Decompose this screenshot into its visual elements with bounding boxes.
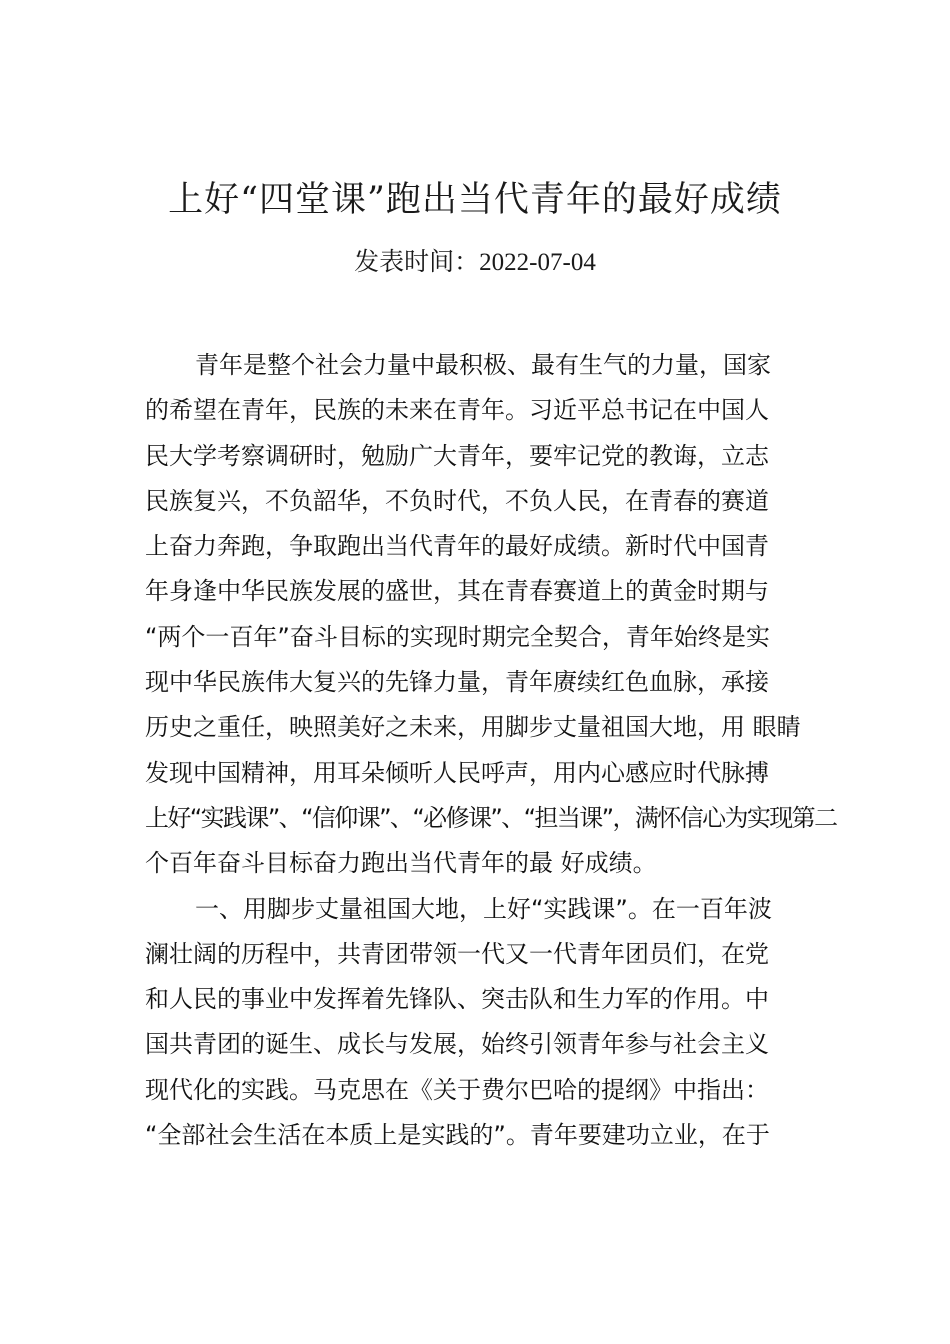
text-line: 民族复兴，不负韶华，不负时代，不负人民，在青春的赛道 bbox=[145, 486, 769, 515]
text-line: “两个一百年”奋斗目标的实现时期完全契合，青年始终是实 bbox=[145, 622, 770, 651]
text-line: 现中华民族伟大复兴的先锋力量，青年赓续红色血脉，承接 bbox=[145, 668, 769, 697]
text-line: 上奋力奔跑，争取跑出当代青年的最好成绩。新时代中国青 bbox=[145, 532, 769, 561]
article-title: 上好“四堂课”跑出当代青年的最好成绩 bbox=[168, 180, 782, 220]
text-line: 发现中国精神，用耳朵倾听人民呼声，用内心感应时代脉搏 bbox=[145, 758, 769, 787]
date-value: 2022-07-04 bbox=[479, 249, 596, 276]
text-line: 青年是整个社会力量中最积极、最有生气的力量，国家 bbox=[195, 351, 771, 379]
text-line: 上好“实践课”、“信仰课”、“必修课”、“担当课”，满怀信心为实现第二 bbox=[145, 803, 837, 832]
text-line: 年身逢中华民族发展的盛世，其在青春赛道上的黄金时期与 bbox=[145, 577, 769, 606]
text-line: 澜壮阔的历程中，共青团带领一代又一代青年团员们，在党 bbox=[145, 939, 769, 968]
text-line: 历史之重任，映照美好之未来，用脚步丈量祖国大地，用 眼睛 bbox=[145, 713, 801, 742]
article-body bbox=[145, 343, 837, 1158]
text-line: 民大学考察调研时，勉励广大青年，要牢记党的教诲，立志 bbox=[145, 441, 769, 470]
paragraph-1 bbox=[145, 343, 837, 887]
text-line: 和人民的事业中发挥着先锋队、突击队和生力军的作用。中 bbox=[145, 985, 769, 1014]
text-line: 个百年奋斗目标奋力跑出当代青年的最 好成绩。 bbox=[145, 849, 657, 878]
text-line: 现代化的实践。马克思在《关于费尔巴哈的提纲》中指出： bbox=[145, 1075, 769, 1104]
text-line: 一、用脚步丈量祖国大地，上好“实践课”。在一百年波 bbox=[195, 894, 772, 923]
text-line: 的希望在青年，民族的未来在青年。习近平总书记在中国人 bbox=[145, 396, 769, 425]
paragraph-2 bbox=[145, 887, 810, 1159]
text-line: “全部社会生活在本质上是实践的”。青年要建功立业，在于 bbox=[145, 1121, 770, 1150]
text-line: 国共青团的诞生、成长与发展，始终引领青年参与社会主义 bbox=[145, 1030, 769, 1059]
date-label: 发表时间： bbox=[354, 247, 480, 276]
publish-date bbox=[0, 242, 950, 283]
